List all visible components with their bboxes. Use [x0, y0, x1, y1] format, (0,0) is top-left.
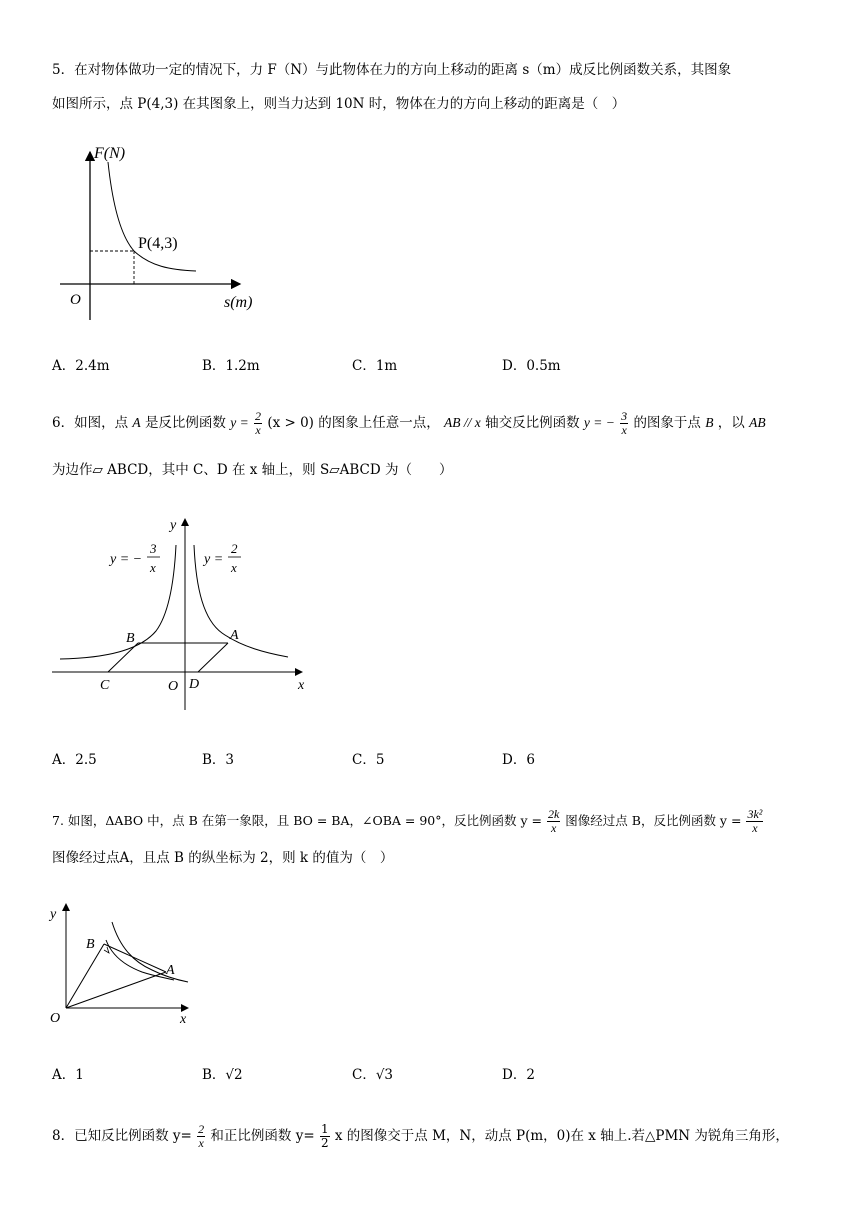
q7-origin: O [50, 1011, 61, 1026]
q6-option-c[interactable]: C．5 [352, 752, 385, 768]
q7-x-label: x [180, 1012, 187, 1027]
q7-option-b[interactable]: B．√2 [202, 1067, 243, 1083]
q6-line2: 为边作▱ ABCD，其中 C、D 在 x 轴上，则 S▱ABCD 为（ ） [52, 462, 453, 478]
q6-segment-ad [198, 643, 228, 672]
q5-y-label: F(N) [94, 145, 126, 162]
q6-line1: 6．如图，点 A 是反比例函数 y = $\frac{2}{x}$ (x > 0) 的图象上任意一点， AB // x 轴交反比例函数 y = − $\frac{3}{x}$ 的图象于点 B ，以 AB [52, 409, 766, 437]
q5-figure [52, 140, 272, 325]
q7-option-c[interactable]: C．√3 [352, 1067, 394, 1083]
q6-segment-bc [108, 643, 138, 672]
q7-curve-outer [112, 922, 188, 982]
q6-left-den: x [150, 560, 156, 575]
q7-line1: 7. 如图，ΔABO 中，点 B 在第一象限，且 BO = BA，∠OBA = 90°，反比例函数 y = $\frac{2k}{x}$ 图像经过点 B，反比例函数 y = $\frac{\text{3k²}}{x}$ [52, 807, 763, 835]
q6-y-label: y [170, 518, 177, 533]
q6-x-label: x [298, 678, 305, 693]
q6-label-d: D [189, 677, 200, 692]
q6-option-b[interactable]: B．3 [202, 752, 235, 768]
q5-option-b[interactable]: B．1.2m [202, 358, 260, 374]
q6-left-eq: y = − [110, 552, 143, 567]
q7-segment-oa [66, 972, 166, 1008]
q5-option-c[interactable]: C．1m [352, 358, 398, 374]
q7-segment-ob [66, 944, 104, 1008]
q7-line2: 图像经过点A，且点 B 的纵坐标为 2，则 k 的值为（ ） [52, 850, 394, 866]
q6-right-eq: y = [204, 552, 224, 567]
q5-line1: 5．在对物体做功一定的情况下，力 F（N）与此物体在力的方向上移动的距离 s（m）成反比例函数关系，其图象 [52, 62, 732, 78]
q7-segment-ba [104, 944, 166, 972]
q7-label-a: A [166, 963, 175, 978]
q7-option-a[interactable]: A．1 [52, 1067, 84, 1083]
q5-line2: 如图所示，点 P(4,3) 在其图象上，则当力达到 10N 时，物体在力的方向上移动的距离是（ ） [52, 96, 626, 112]
q5-curve [108, 162, 196, 271]
q6-right-den: x [231, 560, 237, 575]
q6-figure [52, 515, 317, 710]
q6-label-b: B [126, 631, 135, 646]
q6-label-o: O [168, 679, 179, 694]
q6-option-d[interactable]: D．6 [502, 752, 535, 768]
q5-point-label: P(4,3) [138, 235, 178, 252]
q6-left-num: 3 [150, 541, 157, 556]
q7-label-b: B [86, 937, 95, 952]
q5-option-d[interactable]: D．0.5m [502, 358, 561, 374]
q5-x-label: s(m) [224, 294, 253, 311]
q6-label-a: A [230, 628, 239, 643]
q6-option-a[interactable]: A．2.5 [52, 752, 97, 768]
q7-option-d[interactable]: D．2 [502, 1067, 535, 1083]
q6-right-num: 2 [231, 541, 238, 556]
q7-y-label: y [50, 907, 57, 922]
q6-label-c: C [100, 678, 110, 693]
q5-option-a[interactable]: A．2.4m [52, 358, 110, 374]
q5-origin: O [70, 292, 81, 308]
q8-line1: 8．已知反比例函数 y= $\frac{2}{x}$ 和正比例函数 y= $\frac{1}{2}$ x 的图像交于点 M，N，动点 P(m，0)在 x 轴上.若△PMN 为锐角三角形， [52, 1122, 789, 1150]
q7-figure [48, 898, 198, 1028]
